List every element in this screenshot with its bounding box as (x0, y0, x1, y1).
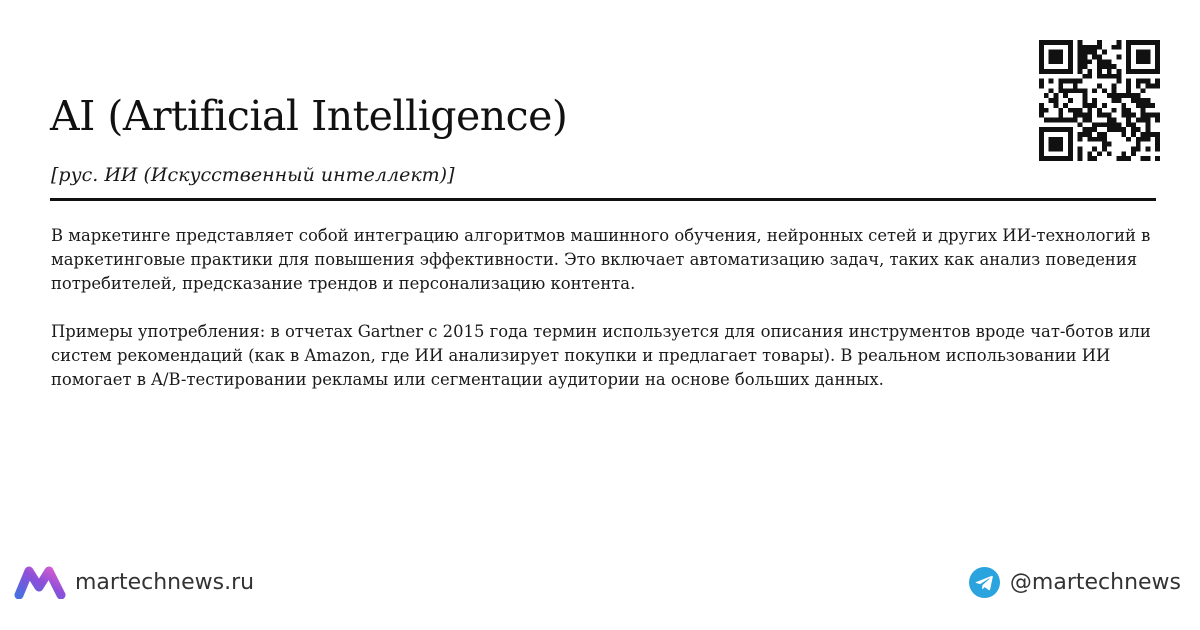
definition-body (51, 224, 1161, 416)
term-translation: [рус. ИИ (Искусственный интеллект)] (51, 164, 455, 186)
divider (50, 198, 1156, 201)
usage-examples-paragraph: Примеры употребления: в отчетах Gartner с 2015 года термин используется для описания инструментов вроде чат-ботов или систем рекомендаций (как в Amazon, где ИИ анализирует покупки и предлагает товары). В реальном использовании ИИ помогает в A/B-тестировании рекламы или сегментации аудитории на основе больших данных. (51, 322, 1151, 389)
martechnews-logo-icon (14, 565, 66, 599)
telegram-handle[interactable]: @martechnews (1009, 569, 1181, 595)
term-title: AI (Artificial Intelligence) (50, 92, 568, 140)
qr-code-icon[interactable] (1039, 40, 1160, 161)
telegram-icon (969, 567, 1000, 598)
definition-paragraph: В маркетинге представляет собой интеграцию алгоритмов машинного обучения, нейронных сетей и других ИИ-технологий в маркетинговые практики для повышения эффективности. Это включает автоматизацию задач, таких как анализ поведения потребителей, предсказание трендов и персонализацию контента. (51, 226, 1151, 293)
footer-site[interactable] (14, 564, 254, 600)
site-link[interactable]: martechnews.ru (75, 569, 255, 595)
footer-telegram[interactable] (969, 564, 1181, 600)
